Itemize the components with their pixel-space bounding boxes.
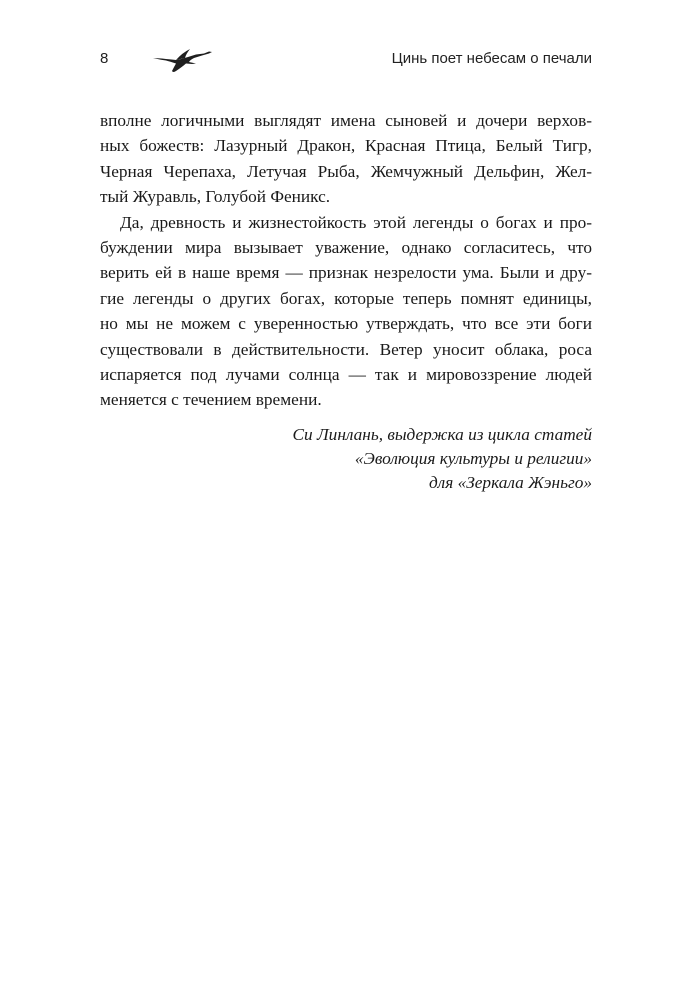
attribution-line: Си Линлань, выдержка из цикла статей	[292, 425, 592, 444]
attribution-line: для «Зеркала Жэньго»	[428, 473, 592, 492]
text-line: вполне логичными выглядят имена сыновей и дочери верхов-	[100, 111, 592, 130]
running-title: Цинь поет небесам о печали	[391, 50, 592, 67]
text-line: меняется с течением времени.	[100, 390, 322, 410]
paragraph	[100, 210, 592, 413]
epigraph-attribution	[292, 423, 592, 495]
page-header	[100, 46, 592, 74]
paragraph	[100, 108, 592, 210]
body-text	[100, 108, 592, 413]
text-line: Черная Черепаха, Летучая Рыба, Жемчужный Дельфин, Жел-	[100, 161, 592, 181]
text-line: буждении мира вызывает уважение, однако согласитесь, что	[100, 238, 592, 258]
text-line: но мы не можем с уверенностью утверждать, что все эти боги	[100, 314, 592, 334]
text-line: испаряется под лучами солнца — так и мировоззрение людей	[100, 365, 592, 385]
text-line: гие легенды о других богах, которые теперь помнят единицы,	[100, 288, 592, 308]
text-line: Да, древность и жизнестойкость этой легенды о богах и про-	[120, 212, 592, 232]
text-line: ных божеств: Лазурный Дракон, Красная Птица, Белый Тигр,	[100, 136, 592, 156]
text-line: тый Журавль, Голубой Феникс.	[100, 187, 331, 207]
flying-crane-icon	[152, 46, 214, 74]
text-line: верить ей в наше время — признак незрелости ума. Были и дру-	[100, 263, 592, 283]
text-line: существовали в действительности. Ветер уносит облака, роса	[100, 339, 592, 359]
attribution-line: «Эволюция культуры и религии»	[354, 449, 592, 468]
page-number: 8	[100, 50, 109, 67]
